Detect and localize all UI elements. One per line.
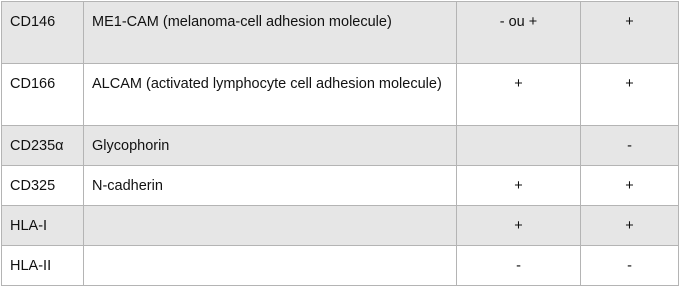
column-3-value-cell: + — [457, 206, 581, 246]
molecule-name-cell — [84, 206, 457, 246]
column-3-value-cell: + — [457, 166, 581, 206]
molecule-name-cell: Glycophorin — [84, 126, 457, 166]
column-4-value-cell: + — [581, 166, 679, 206]
table-row — [2, 2, 679, 64]
cd-cell: HLA-I — [2, 206, 84, 246]
molecule-name-cell: ALCAM (activated lymphocyte cell adhesion molecule) — [84, 64, 457, 126]
table-row — [2, 206, 679, 246]
table-row — [2, 64, 679, 126]
cd-cell: CD166 — [2, 64, 84, 126]
molecule-name-cell: ME1-CAM (melanoma-cell adhesion molecule) — [84, 2, 457, 64]
column-3-value-cell: + — [457, 64, 581, 126]
column-3-value-cell: - — [457, 246, 581, 286]
table-row — [2, 166, 679, 206]
column-4-value-cell: + — [581, 2, 679, 64]
table-row — [2, 246, 679, 286]
column-4-value-cell: + — [581, 206, 679, 246]
column-3-value-cell: - ou + — [457, 2, 581, 64]
column-4-value-cell: - — [581, 246, 679, 286]
cd-cell: CD235α — [2, 126, 84, 166]
column-4-value-cell: + — [581, 64, 679, 126]
marker-table — [1, 1, 679, 286]
cd-cell: CD146 — [2, 2, 84, 64]
cd-cell: CD325 — [2, 166, 84, 206]
molecule-name-cell: N-cadherin — [84, 166, 457, 206]
column-4-value-cell: - — [581, 126, 679, 166]
cd-cell: HLA-II — [2, 246, 84, 286]
table-row — [2, 126, 679, 166]
column-3-value-cell — [457, 126, 581, 166]
molecule-name-cell — [84, 246, 457, 286]
